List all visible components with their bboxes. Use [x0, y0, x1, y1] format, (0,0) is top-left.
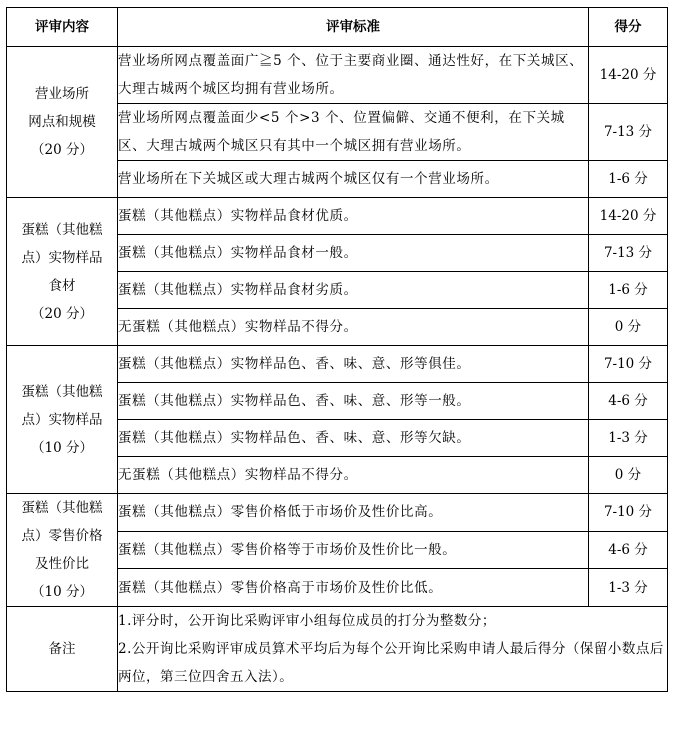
criteria-cell: 蛋糕（其他糕点）零售价格高于市场价及性价比低。 — [118, 569, 589, 607]
criteria-cell: 蛋糕（其他糕点）实物样品色、香、味、意、形等欠缺。 — [118, 420, 589, 457]
header-criteria: 评审标准 — [118, 8, 589, 47]
score-cell: 4-6 分 — [589, 383, 668, 420]
category-line: （20 分） — [31, 305, 93, 322]
criteria-cell: 蛋糕（其他糕点）零售价格等于市场价及性价比一般。 — [118, 531, 589, 569]
table-row — [7, 47, 668, 104]
criteria-cell: 营业场所网点覆盖面少<5 个>3 个、位置偏僻、交通不便利，在下关城区、大理古城两个城区只有其中一个城区拥有营业场所。 — [118, 104, 589, 161]
criteria-cell: 营业场所在下关城区或大理古城两个城区仅有一个营业场所。 — [118, 161, 589, 198]
score-cell: 14-20 分 — [589, 198, 668, 235]
category-line: （20 分） — [31, 142, 93, 158]
table-header-row — [7, 8, 668, 47]
criteria-cell: 蛋糕（其他糕点）实物样品色、香、味、意、形等俱佳。 — [118, 346, 589, 383]
category-line: 蛋糕（其他糕 — [21, 500, 103, 516]
header-score: 得分 — [589, 8, 668, 47]
table-row — [7, 494, 668, 532]
criteria-cell: 营业场所网点覆盖面广≧5 个、位于主要商业圈、通达性好，在下关城区、大理古城两个城区均拥有营业场所。 — [118, 47, 589, 104]
header-category: 评审内容 — [7, 8, 118, 47]
remarks-label: 备注 — [7, 607, 118, 692]
category-line: 网点和规模 — [28, 114, 96, 130]
score-cell: 1-3 分 — [589, 569, 668, 607]
score-cell: 14-20 分 — [589, 47, 668, 104]
category-line: 点）零售价格 — [21, 528, 103, 544]
criteria-cell: 蛋糕（其他糕点）实物样品食材一般。 — [118, 235, 589, 272]
category-line: 点）实物样品 — [21, 249, 103, 266]
criteria-cell: 无蛋糕（其他糕点）实物样品不得分。 — [118, 309, 589, 346]
criteria-cell: 蛋糕（其他糕点）零售价格低于市场价及性价比高。 — [118, 494, 589, 532]
score-cell: 7-13 分 — [589, 235, 668, 272]
score-cell: 1-3 分 — [589, 420, 668, 457]
category-line: 点）实物样品 — [21, 411, 103, 428]
score-cell: 7-13 分 — [589, 104, 668, 161]
score-cell: 0 分 — [589, 457, 668, 494]
category-line: 蛋糕（其他糕 — [21, 383, 103, 400]
category-line: （10 分） — [31, 584, 93, 600]
remark-line: 1.评分时，公开询比采购评审小组每位成员的打分为整数分； — [118, 613, 496, 629]
score-cell: 1-6 分 — [589, 272, 668, 309]
category-cell — [7, 198, 118, 346]
category-line: 营业场所 — [35, 86, 89, 102]
score-cell: 4-6 分 — [589, 531, 668, 569]
table-row — [7, 198, 668, 235]
criteria-cell: 无蛋糕（其他糕点）实物样品不得分。 — [118, 457, 589, 494]
remarks-row — [7, 607, 668, 692]
score-cell: 7-10 分 — [589, 346, 668, 383]
criteria-cell: 蛋糕（其他糕点）实物样品食材劣质。 — [118, 272, 589, 309]
category-line: 及性价比 — [35, 556, 89, 572]
score-cell: 1-6 分 — [589, 161, 668, 198]
category-line: 蛋糕（其他糕 — [21, 221, 103, 238]
scoring-table — [6, 7, 668, 692]
remarks-cell — [118, 607, 668, 692]
table-row — [7, 346, 668, 383]
category-line: 食材 — [48, 277, 76, 294]
category-line: （10 分） — [31, 439, 93, 456]
criteria-cell: 蛋糕（其他糕点）实物样品食材优质。 — [118, 198, 589, 235]
category-cell — [7, 346, 118, 494]
remark-line: 2.公开询比采购评审成员算术平均后为每个公开询比采购申请人最后得分（保留小数点后两位，第三位四舍五入法）。 — [118, 641, 664, 685]
score-cell: 0 分 — [589, 309, 668, 346]
category-cell — [7, 494, 118, 607]
category-cell — [7, 47, 118, 198]
score-cell: 7-10 分 — [589, 494, 668, 532]
criteria-cell: 蛋糕（其他糕点）实物样品色、香、味、意、形等一般。 — [118, 383, 589, 420]
